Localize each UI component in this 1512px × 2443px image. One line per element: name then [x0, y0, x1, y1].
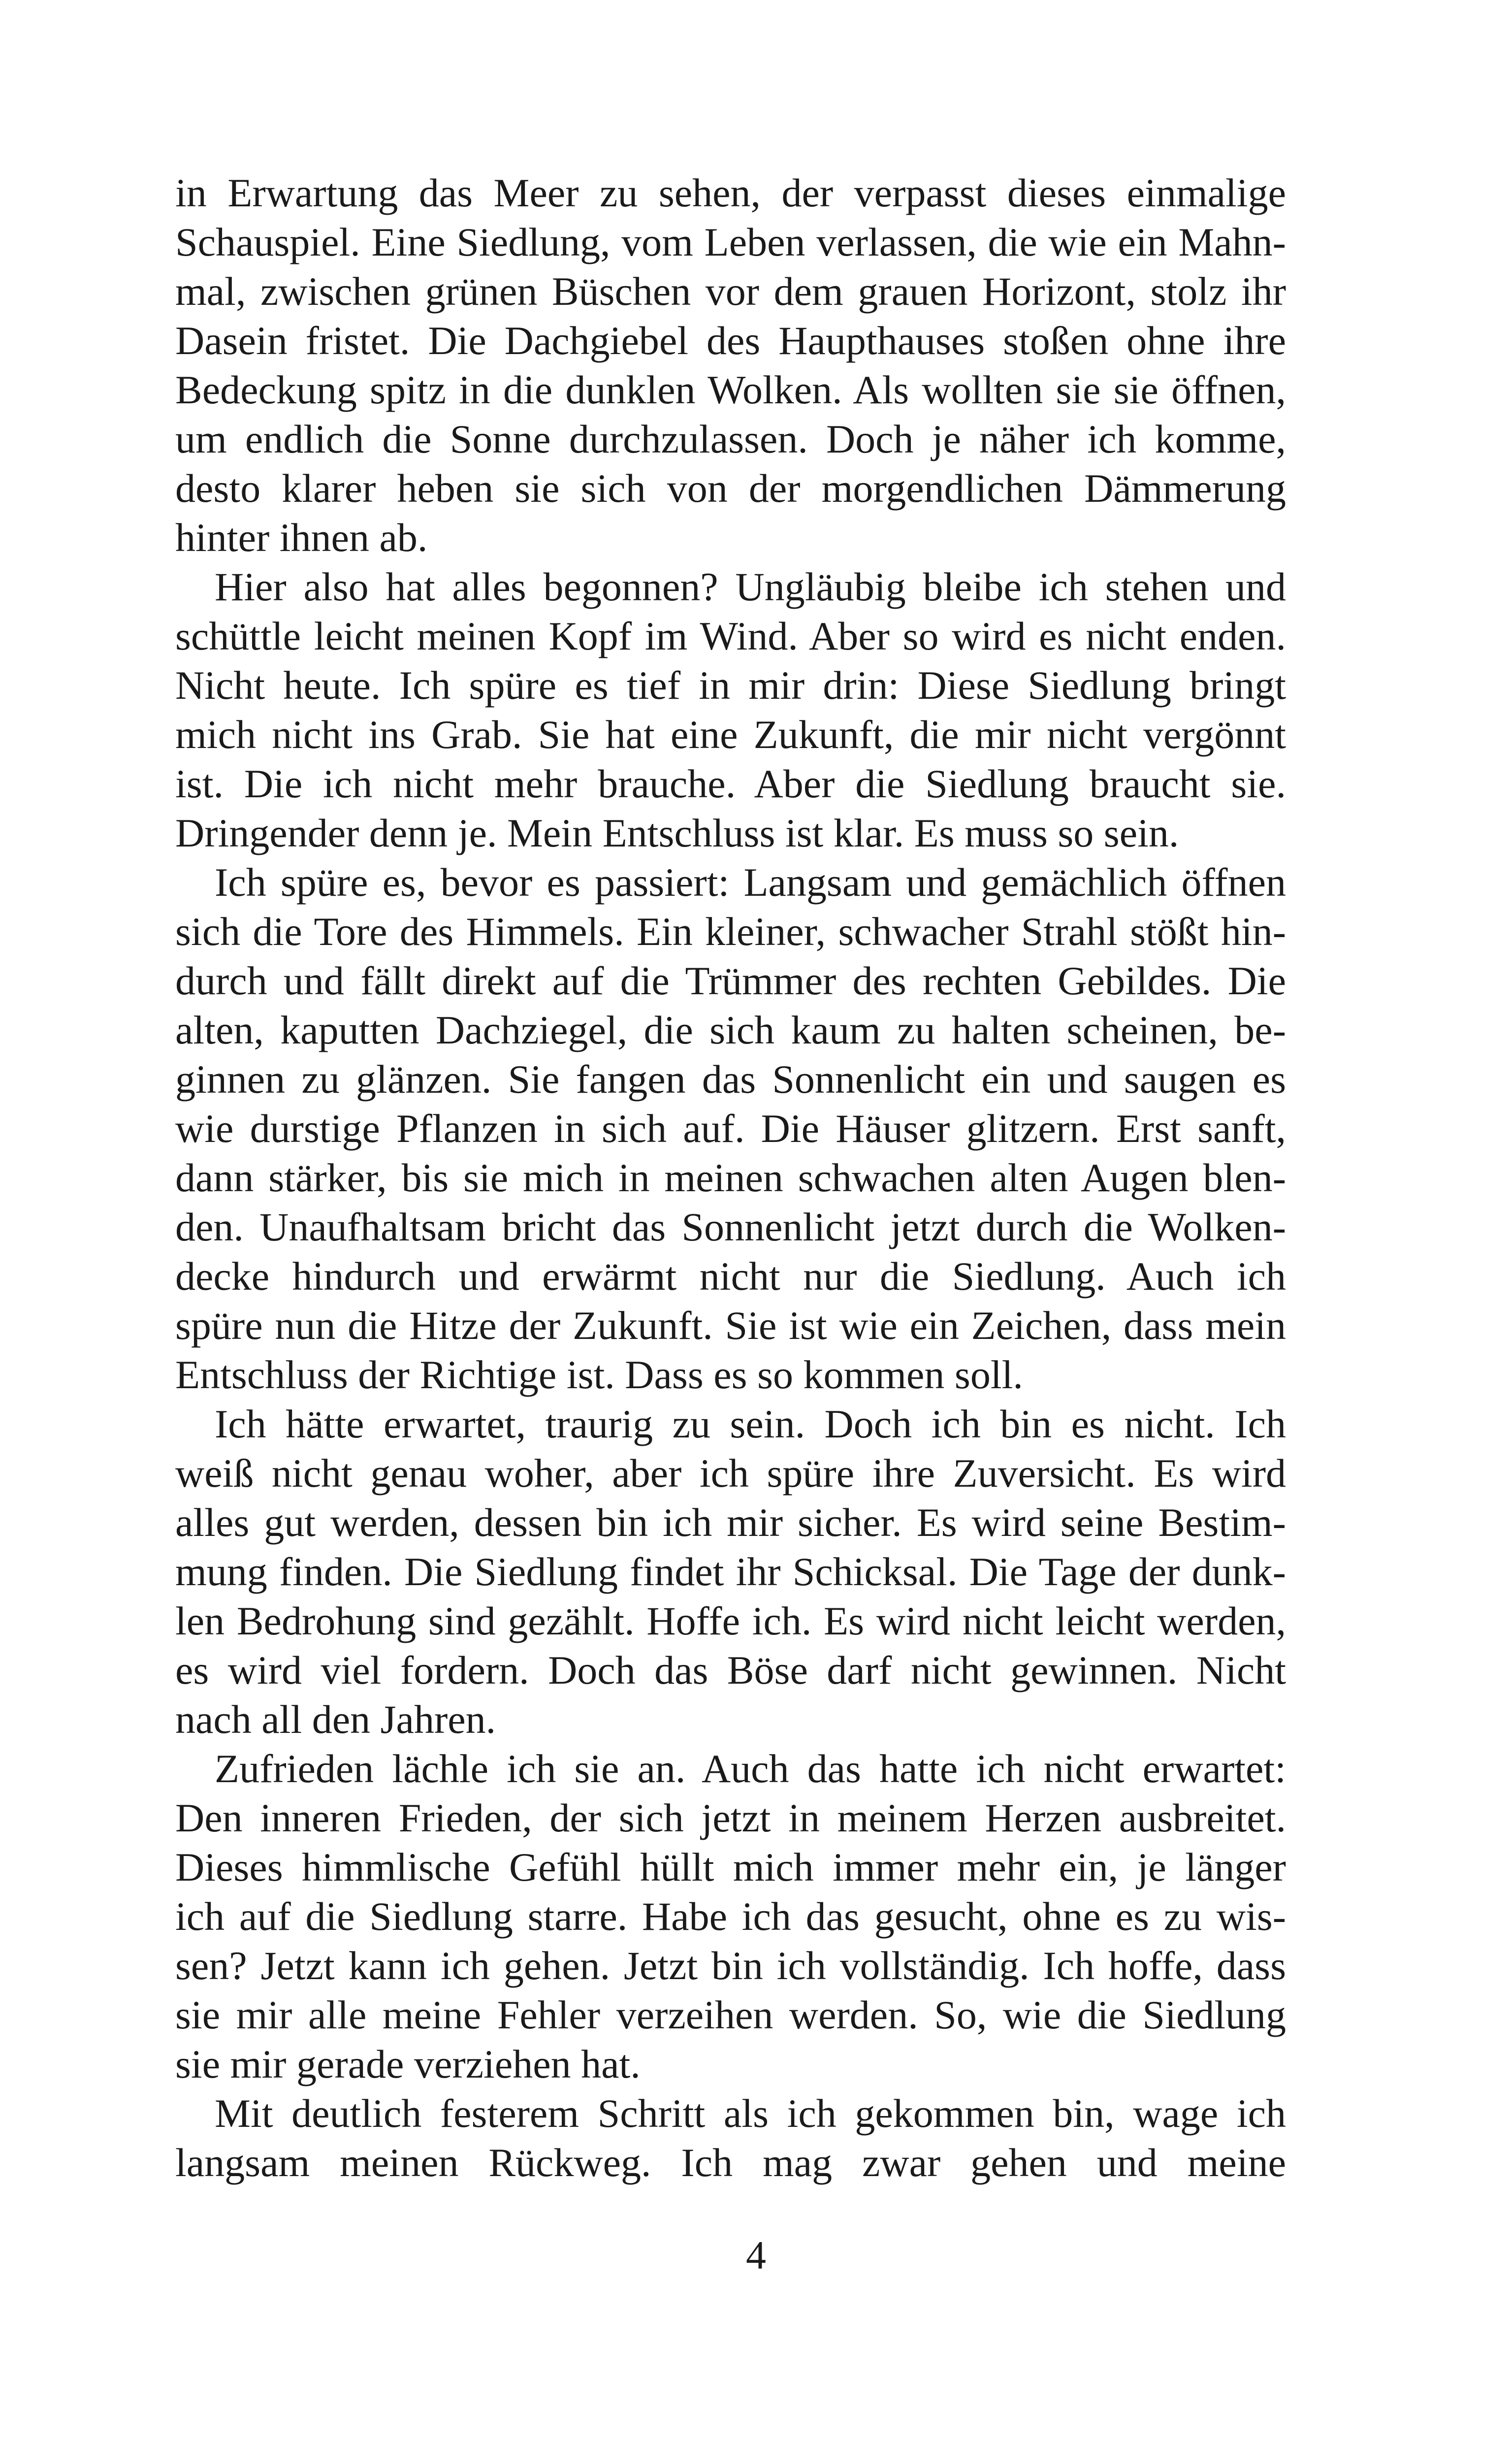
text-line: in Erwartung das Meer zu sehen, der verpasst dieses einmalige	[175, 170, 1286, 215]
text-line: Ich hätte erwartet, traurig zu sein. Doch ich bin es nicht. Ich	[215, 1401, 1286, 1446]
text-line: durch und fällt direkt auf die Trümmer des rechten Gebildes. Die	[175, 958, 1286, 1003]
text-line: Hier also hat alles begonnen? Ungläubig bleibe ich stehen und	[215, 564, 1286, 609]
text-line: desto klarer heben sie sich von der morgendlichen Dämmerung	[175, 466, 1286, 511]
text-line: alten, kaputten Dachziegel, die sich kaum zu halten scheinen, be-	[175, 1008, 1286, 1052]
text-line: decke hindurch und erwärmt nicht nur die Siedlung. Auch ich	[175, 1254, 1286, 1299]
text-line: Ich spüre es, bevor es passiert: Langsam und gemächlich öffnen	[215, 860, 1286, 905]
text-line: sen? Jetzt kann ich gehen. Jetzt bin ich vollständig. Ich hoffe, dass	[175, 1943, 1286, 1988]
page-number: 4	[746, 2233, 766, 2278]
text-line: weiß nicht genau woher, aber ich spüre ihre Zuversicht. Es wird	[175, 1451, 1286, 1496]
text-line: Mit deutlich festerem Schritt als ich gekommen bin, wage ich	[215, 2091, 1286, 2136]
text-line: sie mir gerade verziehen hat.	[175, 2042, 641, 2086]
text-line: Schauspiel. Eine Siedlung, vom Leben verlassen, die wie ein Mahn-	[175, 220, 1286, 264]
text-line: den. Unaufhaltsam bricht das Sonnenlicht jetzt durch die Wolken-	[175, 1205, 1286, 1249]
text-line: mich nicht ins Grab. Sie hat eine Zukunft, die mir nicht vergönnt	[175, 712, 1286, 757]
text-line: es wird viel fordern. Doch das Böse darf nicht gewinnen. Nicht	[175, 1648, 1286, 1693]
text-line: langsam meinen Rückweg. Ich mag zwar gehen und meine	[175, 2140, 1286, 2185]
text-line: ginnen zu glänzen. Sie fangen das Sonnenlicht ein und saugen es	[175, 1057, 1286, 1102]
text-line: Den inneren Frieden, der sich jetzt in meinem Herzen ausbreitet.	[175, 1795, 1286, 1840]
text-line: alles gut werden, dessen bin ich mir sicher. Es wird seine Bestim-	[175, 1500, 1286, 1545]
text-line: Nicht heute. Ich spüre es tief in mir drin: Diese Siedlung bringt	[175, 663, 1286, 708]
text-line: Zufrieden lächle ich sie an. Auch das hatte ich nicht erwartet:	[215, 1746, 1286, 1791]
text-line: Dasein fristet. Die Dachgiebel des Haupthauses stoßen ohne ihre	[175, 318, 1286, 363]
text-line: schüttle leicht meinen Kopf im Wind. Aber so wird es nicht enden.	[175, 614, 1286, 658]
text-line: dann stärker, bis sie mich in meinen schwachen alten Augen blen-	[175, 1155, 1286, 1200]
text-line: Dringender denn je. Mein Entschluss ist klar. Es muss so sein.	[175, 811, 1179, 855]
text-line: um endlich die Sonne durchzulassen. Doch je näher ich komme,	[175, 417, 1286, 461]
text-line: sich die Tore des Himmels. Ein kleiner, schwacher Strahl stößt hin-	[175, 909, 1286, 954]
text-line: mung finden. Die Siedlung findet ihr Schicksal. Die Tage der dunk-	[175, 1549, 1286, 1594]
text-line: wie durstige Pflanzen in sich auf. Die Häuser glitzern. Erst sanft,	[175, 1106, 1286, 1151]
text-line: Dieses himmlische Gefühl hüllt mich immer mehr ein, je länger	[175, 1845, 1286, 1889]
text-line: ich auf die Siedlung starre. Habe ich das gesucht, ohne es zu wis-	[175, 1894, 1286, 1939]
text-line: Entschluss der Richtige ist. Dass es so kommen soll.	[175, 1352, 1023, 1397]
text-line: nach all den Jahren.	[175, 1697, 496, 1742]
body-text	[175, 168, 1286, 2187]
text-line: ist. Die ich nicht mehr brauche. Aber die Siedlung braucht sie.	[175, 761, 1286, 806]
text-line: Bedeckung spitz in die dunklen Wolken. Als wollten sie sie öffnen,	[175, 367, 1286, 412]
text-line: len Bedrohung sind gezählt. Hoffe ich. Es wird nicht leicht werden,	[175, 1598, 1286, 1643]
text-line: hinter ihnen ab.	[175, 515, 428, 560]
text-line: spüre nun die Hitze der Zukunft. Sie ist wie ein Zeichen, dass mein	[175, 1303, 1286, 1348]
text-line: sie mir alle meine Fehler verzeihen werden. So, wie die Siedlung	[175, 1992, 1286, 2037]
text-line: mal, zwischen grünen Büschen vor dem grauen Horizont, stolz ihr	[175, 269, 1286, 314]
